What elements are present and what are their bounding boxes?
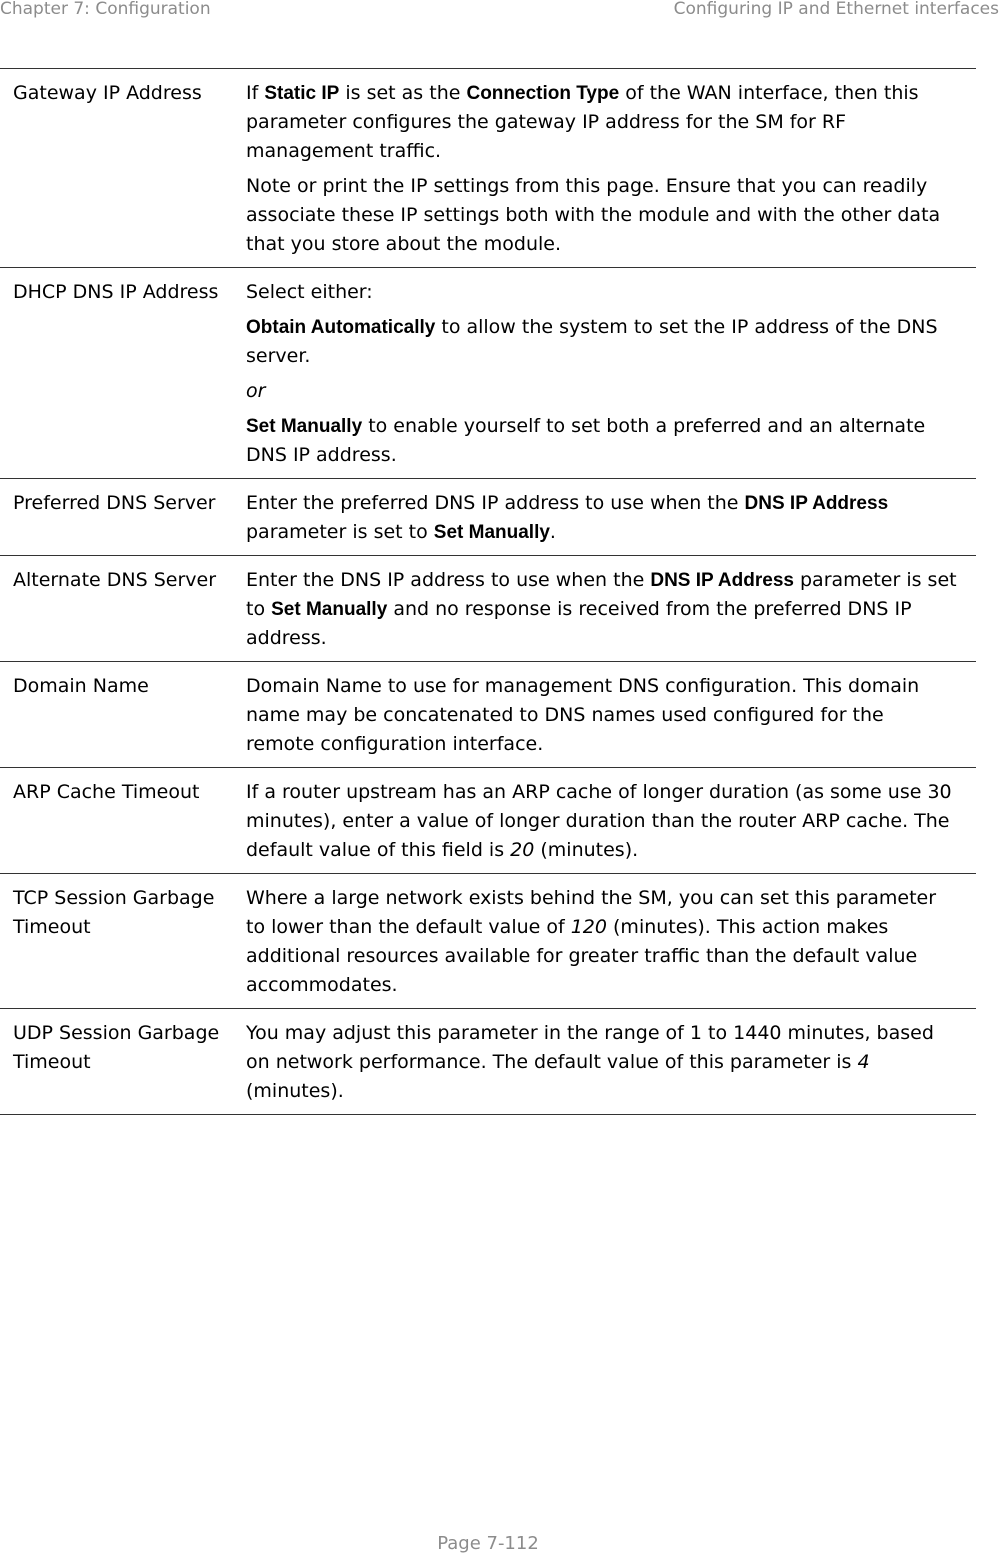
param-name: DHCP DNS IP Address	[0, 268, 232, 479]
ui-term: DNS IP Address	[744, 493, 889, 514]
text: Enter the DNS IP address to use when the	[246, 569, 651, 591]
text: parameter is set to	[246, 569, 957, 620]
default-value: 20	[510, 839, 535, 861]
description-paragraph	[246, 79, 958, 166]
description-paragraph: Domain Name to use for management DNS configuration. This domain name may be concatenated to DNS names used configured for the remote configuration interface.	[246, 675, 920, 755]
ui-term: Set Manually	[246, 416, 363, 437]
ui-term: Connection Type	[466, 83, 620, 104]
ui-term: Static IP	[264, 83, 340, 104]
param-name: Preferred DNS Server	[0, 479, 232, 556]
text: If a router upstream has an ARP cache of longer duration (as some use 30 minutes), enter a value of longer duration than the router ARP cache. The default value of this field is	[246, 781, 952, 861]
ui-term: Obtain Automatically	[246, 317, 436, 338]
description-paragraph	[246, 412, 958, 470]
description-paragraph: or	[246, 380, 266, 402]
text: .	[549, 521, 556, 543]
param-description	[232, 768, 976, 874]
table-row	[0, 268, 976, 479]
text: to enable yourself to set both a preferred and an alternate DNS IP address.	[246, 415, 926, 466]
table-row	[0, 874, 976, 1009]
param-name: Alternate DNS Server	[0, 556, 232, 662]
description-paragraph	[246, 884, 958, 1000]
param-description	[232, 556, 976, 662]
table-row	[0, 556, 976, 662]
text: Where a large network exists behind the SM, you can set this parameter to lower than the default value of	[246, 887, 937, 938]
text: is set as the	[339, 82, 467, 104]
chapter-header: Chapter 7: Configuration	[0, 0, 211, 19]
description-paragraph	[246, 489, 958, 547]
ui-term: Set Manually	[433, 522, 550, 543]
table-row	[0, 69, 976, 268]
text: parameter is set to	[246, 521, 434, 543]
description-paragraph	[246, 313, 958, 371]
default-value: 4	[857, 1051, 870, 1073]
param-description	[232, 268, 976, 479]
text: (minutes). This action makes additional resources available for greater traffic than the default value accommodates.	[246, 916, 918, 996]
table-row	[0, 479, 976, 556]
param-name: Gateway IP Address	[0, 69, 232, 268]
section-header: Configuring IP and Ethernet interfaces	[673, 0, 999, 19]
param-name: TCP Session Garbage Timeout	[0, 874, 232, 1009]
text: You may adjust this parameter in the range of 1 to 1440 minutes, based on network performance. The default value of this parameter is	[246, 1022, 934, 1073]
text: If	[246, 82, 265, 104]
param-description	[232, 874, 976, 1009]
description-paragraph	[246, 1019, 958, 1106]
table-row	[0, 768, 976, 874]
table-row	[0, 1009, 976, 1115]
text: and no response is received from the preferred DNS IP address.	[246, 598, 912, 649]
param-name: ARP Cache Timeout	[0, 768, 232, 874]
ui-term: DNS IP Address	[650, 570, 794, 591]
description-paragraph	[246, 566, 958, 653]
param-description	[232, 69, 976, 268]
param-description	[232, 479, 976, 556]
text: (minutes).	[246, 1080, 344, 1102]
table-row	[0, 662, 976, 768]
text: of the WAN interface, then this parameter configures the gateway IP address for the SM for RF management traffic.	[246, 82, 919, 162]
text: (minutes).	[534, 839, 639, 861]
text: Enter the preferred DNS IP address to use when the	[246, 492, 745, 514]
ui-term: Set Manually	[271, 599, 388, 620]
param-description	[232, 1009, 976, 1115]
page-number: Page 7-112	[437, 1533, 539, 1554]
text: to allow the system to set the IP address of the DNS server.	[246, 316, 938, 367]
param-description	[232, 662, 976, 768]
description-paragraph: Select either:	[246, 281, 373, 303]
default-value: 120	[570, 916, 607, 938]
description-paragraph: Note or print the IP settings from this page. Ensure that you can readily associate these IP settings both with the module and with the other data that you store about the module.	[246, 175, 941, 255]
description-paragraph	[246, 778, 958, 865]
param-name: Domain Name	[0, 662, 232, 768]
param-name: UDP Session Garbage Timeout	[0, 1009, 232, 1115]
parameter-table	[0, 68, 976, 1115]
